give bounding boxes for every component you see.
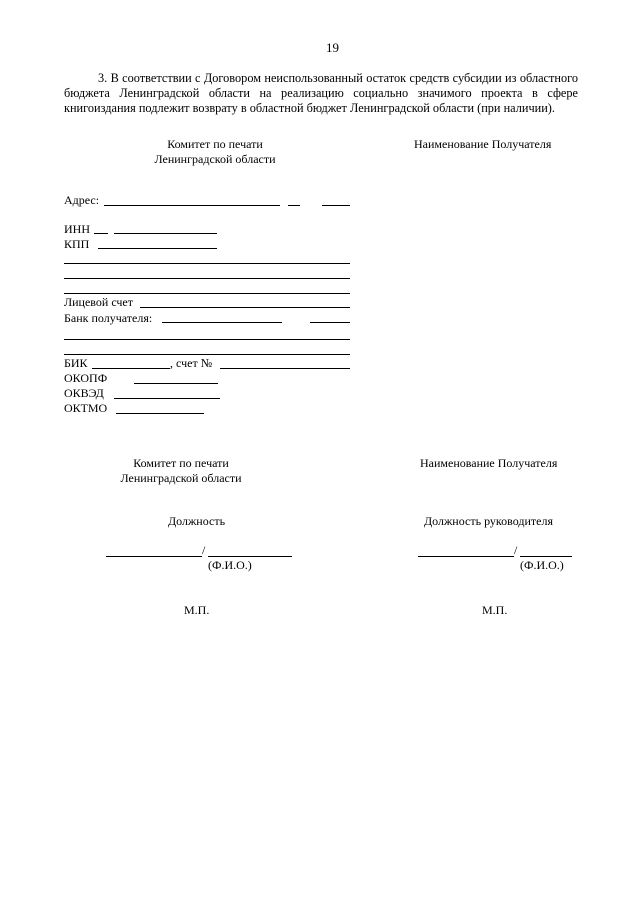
kpp-label: КПП	[64, 237, 90, 251]
signature-recipient-org: Наименование Получателя	[420, 456, 558, 470]
account-label: Лицевой счет	[64, 295, 134, 309]
address-field-line-2	[288, 205, 300, 206]
okved-field-line	[114, 398, 220, 399]
bank-label: Банк получателя:	[64, 311, 153, 325]
bank-field-line-1	[162, 322, 282, 323]
address-field-line	[104, 205, 280, 206]
signature-committee-stamp: М.П.	[184, 603, 210, 617]
inn-field-line-2	[114, 233, 217, 234]
signature-committee-sign-line	[106, 556, 202, 557]
signature-recipient-fio: (Ф.И.О.)	[520, 558, 564, 572]
blank-line-5	[64, 354, 350, 355]
bank-field-line-2	[310, 322, 350, 323]
committee-header	[120, 137, 310, 167]
signature-recipient-name-line	[520, 556, 572, 557]
recipient-header: Наименование Получателя	[414, 137, 552, 151]
clause-line-1: 3. В соответствии с Договором неиспользованный остаток средств субсидии из областного	[98, 71, 578, 85]
clause-paragraph	[64, 71, 578, 116]
account-number-field-line	[220, 368, 350, 369]
account-field-line	[140, 307, 350, 308]
signature-recipient-sign-line	[418, 556, 514, 557]
blank-line-4	[64, 339, 350, 340]
blank-line-3	[64, 293, 350, 294]
signature-committee-slash: /	[202, 543, 206, 557]
clause-line-2: бюджета Ленинградской области на реализацию социально значимого проекта в сфере	[64, 86, 578, 100]
blank-line-2	[64, 278, 350, 279]
signature-committee-org	[86, 456, 276, 486]
okved-label: ОКВЭД	[64, 386, 104, 400]
oktmo-label: ОКТМО	[64, 401, 108, 415]
signature-committee-org-line-1: Комитет по печати	[133, 456, 229, 470]
signature-recipient-position: Должность руководителя	[424, 514, 553, 528]
address-label: Адрес:	[64, 193, 100, 207]
address-field-line-3	[322, 205, 350, 206]
oktmo-field-line	[116, 413, 204, 414]
committee-header-line-1: Комитет по печати	[167, 137, 263, 151]
clause-line-3: книгоиздания подлежит возврату в областной бюджет Ленинградской области (при наличии).	[64, 101, 555, 115]
account-number-label: , счет №	[170, 356, 213, 370]
signature-recipient-slash: /	[514, 543, 518, 557]
okopf-field-line	[134, 383, 218, 384]
signature-committee-name-line	[208, 556, 292, 557]
page-number: 19	[326, 40, 339, 55]
signature-committee-org-line-2: Ленинградской области	[120, 471, 242, 485]
bik-label: БИК	[64, 356, 88, 370]
signature-recipient-stamp: М.П.	[482, 603, 508, 617]
inn-label: ИНН	[64, 222, 90, 236]
bik-field-line	[92, 368, 170, 369]
committee-header-line-2: Ленинградской области	[154, 152, 276, 166]
blank-line-1	[64, 263, 350, 264]
inn-field-line-1	[94, 233, 108, 234]
kpp-field-line	[98, 248, 217, 249]
signature-committee-fio: (Ф.И.О.)	[208, 558, 252, 572]
okopf-label: ОКОПФ	[64, 371, 108, 385]
signature-committee-position: Должность	[168, 514, 226, 528]
